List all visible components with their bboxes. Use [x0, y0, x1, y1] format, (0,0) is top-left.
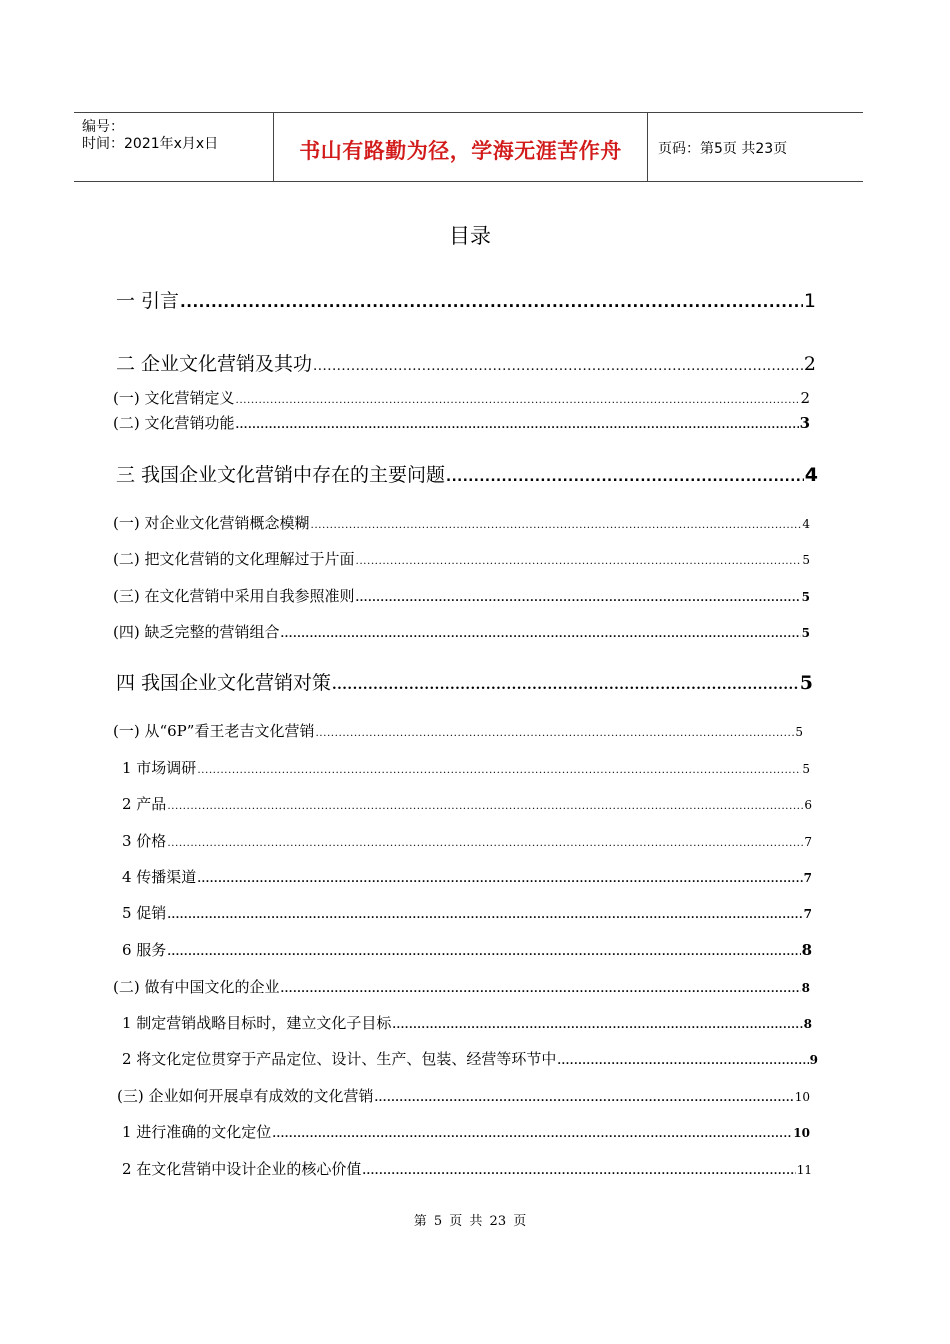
toc-entry[interactable]: 2 将文化定位贯穿于产品定位、设计、生产、包装、经营等环节中 ..... 9 — [122, 1048, 818, 1069]
toc-entry[interactable]: 1 进行准确的文化定位 ..... 10 — [122, 1121, 810, 1142]
toc-entry[interactable]: 三 我国企业文化营销中存在的主要问题 ..... 4 — [116, 460, 818, 487]
page-footer: 第 5 页 共 23 页 — [413, 1214, 527, 1229]
header-page-cell — [648, 113, 863, 181]
toc-entry[interactable]: 一 引言 ..... 1 — [116, 286, 816, 313]
toc-entry[interactable]: 1 制定营销战略目标时，建立文化子目标 ..... 8 — [122, 1012, 812, 1033]
toc-entry[interactable]: 3 价格 ..... 7 — [122, 830, 812, 851]
toc-entry[interactable]: (一) 对企业文化营销概念模糊 ..... 4 — [113, 512, 810, 533]
toc-entry[interactable]: (二) 文化营销功能 ..... 3 — [113, 412, 810, 433]
toc-entry[interactable]: (二) 把文化营销的文化理解过于片面 ..... 5 — [113, 548, 810, 569]
toc-entry[interactable]: 4 传播渠道 ..... 7 — [122, 866, 812, 887]
toc-entry[interactable]: 6 服务 ..... 8 — [122, 939, 812, 960]
toc-entry[interactable]: 2 在文化营销中设计企业的核心价值 ..... 11 — [122, 1158, 812, 1179]
toc-entry[interactable]: (三) 企业如何开展卓有成效的文化营销 ..... 10 — [117, 1085, 810, 1106]
toc-entry[interactable]: 二 企业文化营销及其功 ..... 2 — [116, 349, 816, 376]
toc-entry[interactable]: (一) 从“6P”看王老吉文化营销 ..... 5 — [113, 720, 803, 741]
page-header — [74, 112, 863, 182]
toc-title: 目录 — [449, 224, 491, 248]
toc-entry[interactable]: (三) 在文化营销中采用自我参照准则 ..... 5 — [113, 585, 810, 606]
document-number-label: 编号： — [82, 119, 124, 135]
header-motto: 书山有路勤为径，学海无涯苦作舟 — [299, 139, 622, 163]
toc-entry[interactable]: (一) 文化营销定义 ..... 2 — [113, 387, 810, 408]
toc-entry[interactable]: (四) 缺乏完整的营销组合 ..... 5 — [113, 621, 810, 642]
header-page-info: 页码：第5页 共23页 — [658, 141, 788, 157]
header-meta-cell — [74, 113, 274, 181]
toc-entry[interactable]: (二) 做有中国文化的企业 ..... 8 — [113, 976, 810, 997]
toc-entry[interactable]: 5 促销 ..... 7 — [122, 902, 812, 923]
header-motto-cell — [274, 113, 648, 181]
toc-entry[interactable]: 2 产品 ..... 6 — [122, 793, 812, 814]
document-time-label: 时间：2021年x月x日 — [82, 136, 219, 152]
toc-entry[interactable]: 四 我国企业文化营销对策 ..... 5 — [116, 668, 813, 695]
toc-entry[interactable]: 1 市场调研 ..... 5 — [122, 757, 810, 778]
